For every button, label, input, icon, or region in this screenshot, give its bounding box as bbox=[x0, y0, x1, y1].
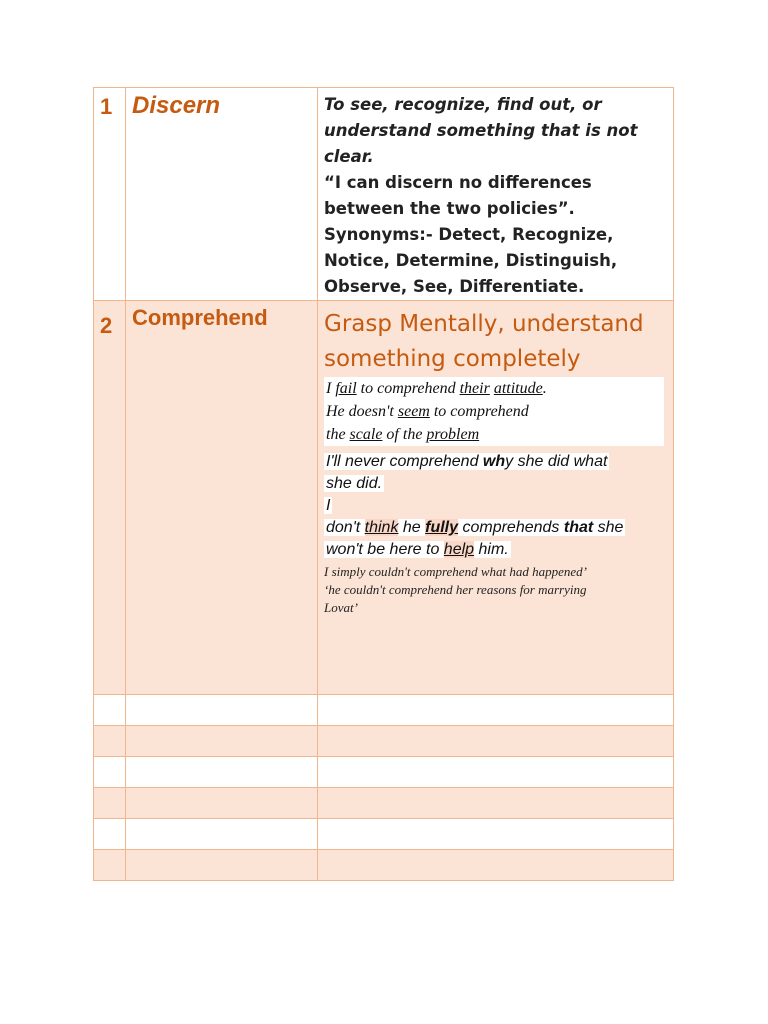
empty-cell bbox=[94, 788, 126, 819]
empty-cell bbox=[318, 726, 674, 757]
example-line: I bbox=[326, 497, 331, 514]
example-block bbox=[324, 563, 669, 617]
definition-text: To see, recognize, find out, or understand something that is not clear. bbox=[324, 95, 638, 166]
vocabulary-table bbox=[93, 87, 674, 881]
synonyms-text: Synonyms:- Detect, Recognize, Notice, Determine, Distinguish, Observe, See, Differentiate. bbox=[324, 225, 618, 296]
empty-cell bbox=[94, 695, 126, 726]
example-block bbox=[324, 377, 664, 446]
example-line: Lovat’ bbox=[324, 600, 358, 615]
row-number: 2 bbox=[100, 313, 113, 338]
example-line: He doesn't seem to comprehend bbox=[326, 403, 529, 420]
row-number-cell bbox=[94, 88, 126, 301]
empty-cell bbox=[318, 788, 674, 819]
empty-cell bbox=[94, 819, 126, 850]
empty-cell bbox=[94, 757, 126, 788]
empty-cell bbox=[126, 788, 318, 819]
example-line: won't be here to help him. bbox=[326, 541, 509, 558]
empty-cell bbox=[126, 695, 318, 726]
empty-row bbox=[94, 819, 674, 850]
empty-row bbox=[94, 788, 674, 819]
empty-cell bbox=[126, 757, 318, 788]
row-number-cell bbox=[94, 301, 126, 695]
vocab-word: Comprehend bbox=[132, 305, 268, 330]
vocab-word: Discern bbox=[132, 92, 221, 119]
empty-cell bbox=[94, 726, 126, 757]
table-row bbox=[94, 88, 674, 301]
example-block bbox=[324, 451, 669, 561]
example-line: I'll never comprehend why she did what bbox=[326, 453, 608, 470]
empty-cell bbox=[318, 850, 674, 881]
empty-cell bbox=[94, 850, 126, 881]
word-cell bbox=[126, 301, 318, 695]
example-line: the scale of the problem bbox=[326, 426, 480, 443]
empty-cell bbox=[318, 695, 674, 726]
example-line: I simply couldn't comprehend what had happened’ bbox=[324, 564, 587, 579]
word-cell bbox=[126, 88, 318, 301]
empty-cell bbox=[126, 850, 318, 881]
definition-cell bbox=[318, 301, 674, 695]
example-sentence: “I can discern no differences between the two policies”. bbox=[324, 173, 592, 218]
definition-text: Grasp Mentally, understand something completely bbox=[324, 311, 644, 372]
definition-cell bbox=[318, 88, 674, 301]
empty-row bbox=[94, 726, 674, 757]
row-number: 1 bbox=[100, 94, 113, 119]
empty-row bbox=[94, 695, 674, 726]
example-line: I fail to comprehend their attitude. bbox=[326, 380, 547, 397]
empty-cell bbox=[318, 757, 674, 788]
empty-row bbox=[94, 850, 674, 881]
empty-cell bbox=[318, 819, 674, 850]
empty-cell bbox=[126, 726, 318, 757]
example-line: ‘he couldn't comprehend her reasons for marrying bbox=[324, 582, 587, 597]
empty-row bbox=[94, 757, 674, 788]
empty-cell bbox=[126, 819, 318, 850]
example-line: don't think he fully comprehends that she bbox=[326, 519, 624, 536]
table-row bbox=[94, 301, 674, 695]
example-line: she did. bbox=[326, 475, 383, 492]
